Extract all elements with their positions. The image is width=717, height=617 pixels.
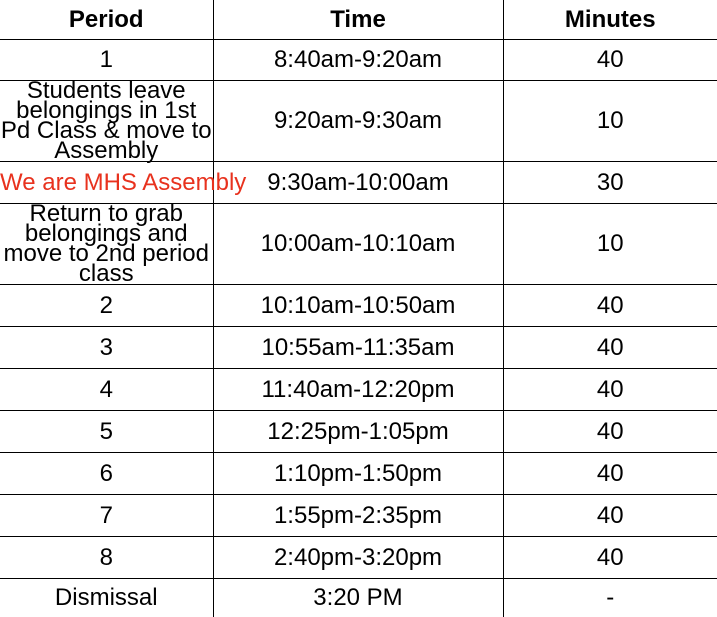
- header-row: [0, 0, 717, 40]
- cell-period: 7: [0, 495, 213, 537]
- table-row: [0, 327, 717, 369]
- cell-minutes: 40: [503, 285, 717, 327]
- table-row: [0, 579, 717, 617]
- cell-period: 1: [0, 40, 213, 81]
- cell-period-note: Return to grab belongings and move to 2nd period class: [0, 204, 213, 285]
- header-minutes: Minutes: [503, 0, 717, 40]
- cell-period-assembly: We are MHS Assembly: [0, 162, 213, 204]
- table-row: [0, 40, 717, 81]
- table-row: [0, 537, 717, 579]
- cell-period: 6: [0, 453, 213, 495]
- cell-time: 11:40am-12:20pm: [213, 369, 503, 411]
- header-time: Time: [213, 0, 503, 40]
- cell-minutes: 40: [503, 453, 717, 495]
- cell-period: 3: [0, 327, 213, 369]
- cell-minutes: 40: [503, 40, 717, 81]
- cell-minutes: 10: [503, 81, 717, 162]
- cell-time: 1:10pm-1:50pm: [213, 453, 503, 495]
- table-row: [0, 495, 717, 537]
- cell-period: 2: [0, 285, 213, 327]
- cell-period: 8: [0, 537, 213, 579]
- cell-minutes: 40: [503, 369, 717, 411]
- cell-minutes: 30: [503, 162, 717, 204]
- table-row: [0, 285, 717, 327]
- cell-period: 5: [0, 411, 213, 453]
- table-row: [0, 453, 717, 495]
- cell-period-note: Students leave belongings in 1st Pd Class & move to Assembly: [0, 81, 213, 162]
- cell-time: 10:10am-10:50am: [213, 285, 503, 327]
- table-row: [0, 204, 717, 285]
- table-row: [0, 369, 717, 411]
- cell-time: 8:40am-9:20am: [213, 40, 503, 81]
- cell-minutes: 40: [503, 411, 717, 453]
- cell-time: 9:20am-9:30am: [213, 81, 503, 162]
- cell-minutes: 40: [503, 537, 717, 579]
- table-row: [0, 162, 717, 204]
- cell-period: Dismissal: [0, 579, 213, 617]
- table-row: [0, 411, 717, 453]
- cell-period: 4: [0, 369, 213, 411]
- header-period: Period: [0, 0, 213, 40]
- cell-time: 1:55pm-2:35pm: [213, 495, 503, 537]
- cell-time: 10:00am-10:10am: [213, 204, 503, 285]
- cell-minutes: 10: [503, 204, 717, 285]
- cell-minutes: 40: [503, 327, 717, 369]
- cell-minutes: -: [503, 579, 717, 617]
- cell-time: 10:55am-11:35am: [213, 327, 503, 369]
- cell-time: 2:40pm-3:20pm: [213, 537, 503, 579]
- cell-time: 12:25pm-1:05pm: [213, 411, 503, 453]
- table-row: [0, 81, 717, 162]
- cell-time: 9:30am-10:00am: [213, 162, 503, 204]
- cell-time: 3:20 PM: [213, 579, 503, 617]
- cell-minutes: 40: [503, 495, 717, 537]
